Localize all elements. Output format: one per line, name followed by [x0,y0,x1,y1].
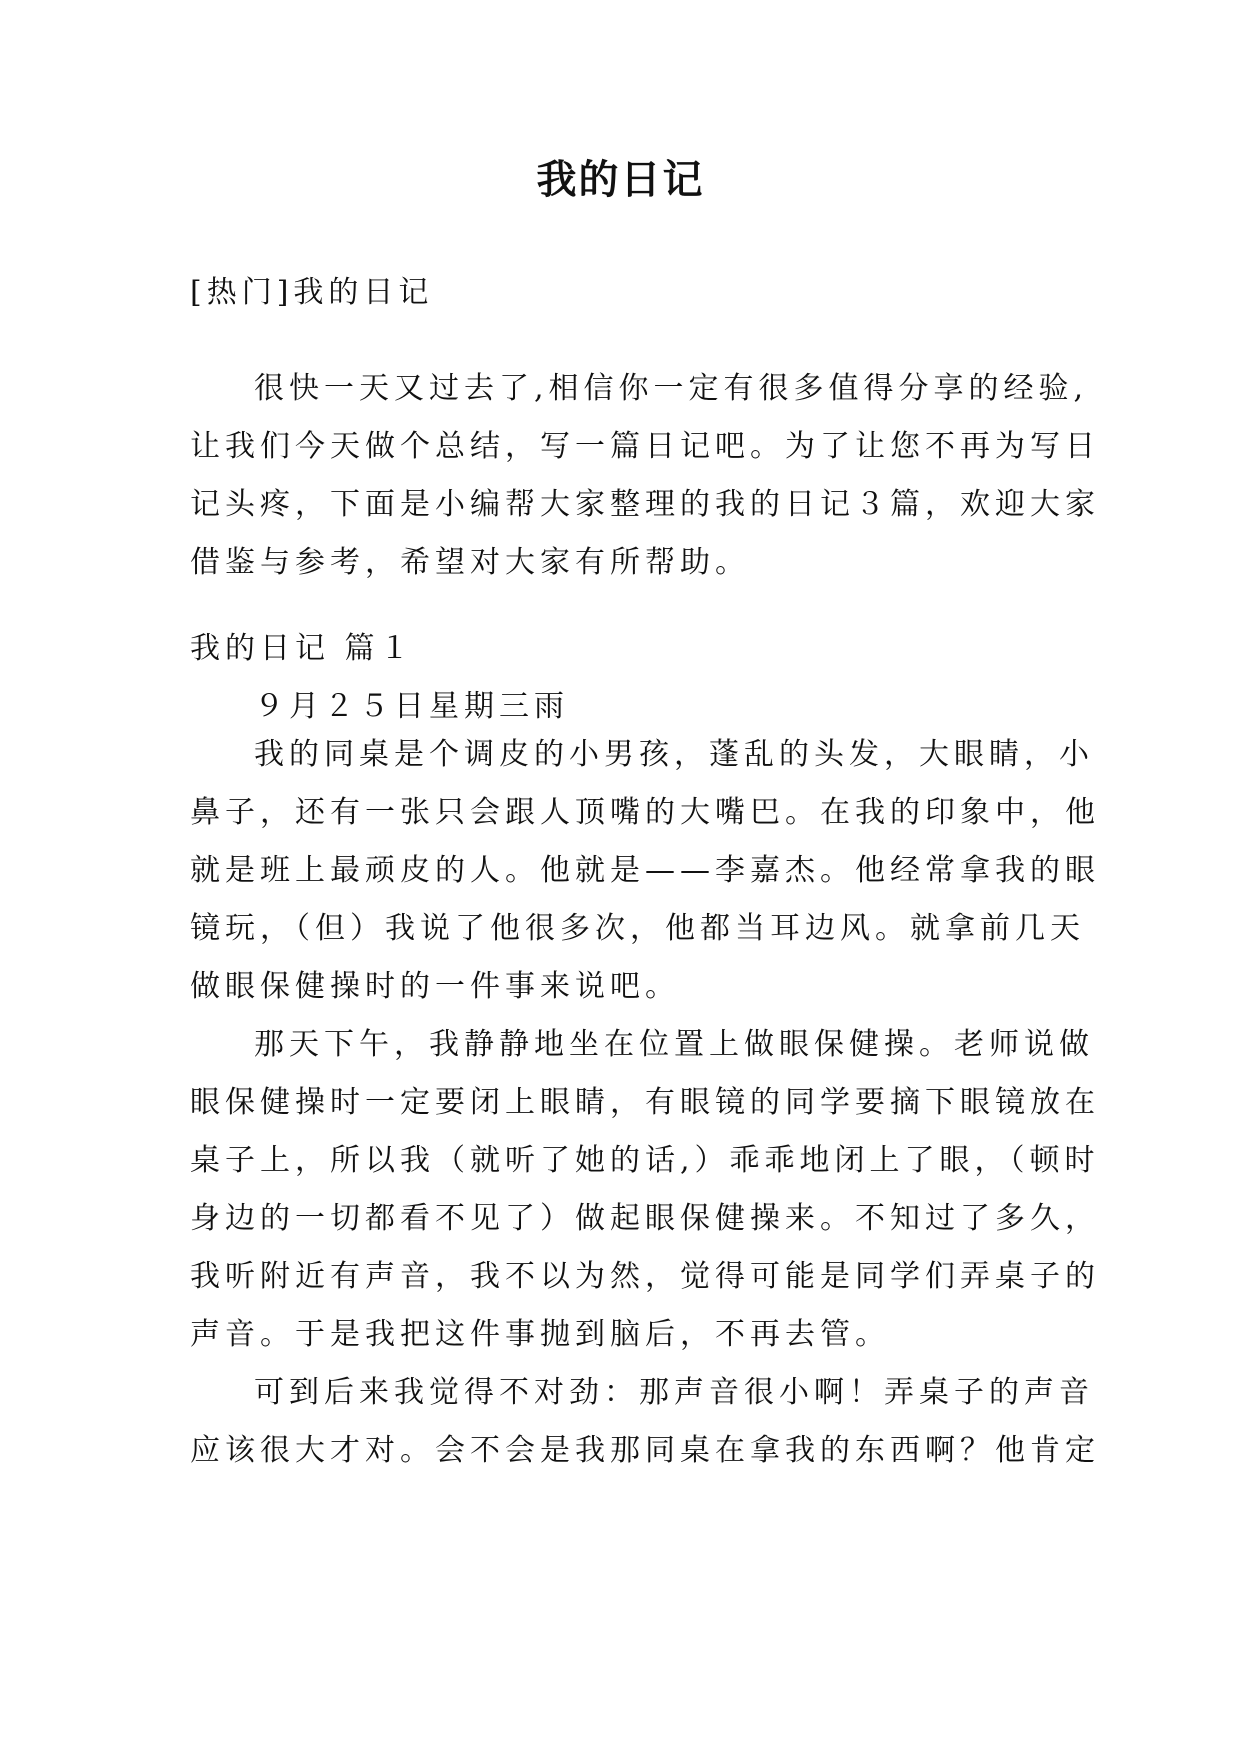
intro-line: 借鉴与参考，希望对大家有所帮助。 [190,545,750,580]
intro-line: 记头疼，下面是小编帮大家整理的我的日记３篇，欢迎大家 [190,487,1100,522]
paragraph-3 [190,1364,1100,1480]
intro-line: 很快一天又过去了,相信你一定有很多值得分享的经验, [254,371,1089,406]
paragraph-line: 可到后来我觉得不对劲：那声音很小啊！弄桌子的声音 [254,1375,1094,1410]
paragraph-line: 鼻子，还有一张只会跟人顶嘴的大嘴巴。在我的印象中，他 [190,795,1100,830]
subtitle-block [190,264,1052,322]
paragraph-line: 那天下午，我静静地坐在位置上做眼保健操。老师说做 [254,1027,1094,1062]
section-heading: 我的日记 篇１ [190,631,415,666]
paragraph-line: 我听附近有声音，我不以为然，觉得可能是同学们弄桌子的 [190,1259,1100,1294]
paragraph-line: 身边的一切都看不见了）做起眼保健操来。不知过了多久， [190,1201,1100,1236]
paragraph-line: 桌子上，所以我（就听了她的话,）乖乖地闭上了眼，（顿时 [190,1143,1100,1178]
paragraph-line: 镜玩，（但）我说了他很多次，他都当耳边风。就拿前几天 [190,911,1085,946]
paragraph-2 [190,1016,1100,1364]
paragraph-line: 眼保健操时一定要闭上眼睛，有眼镜的同学要摘下眼镜放在 [190,1085,1100,1120]
paragraph-line: 声音。于是我把这件事抛到脑后，不再去管。 [190,1317,890,1352]
paragraph-line: 我的同桌是个调皮的小男孩，蓬乱的头发，大眼睛，小 [254,737,1094,772]
paragraph-line: 做眼保健操时的一件事来说吧。 [190,969,680,1004]
subtitle: [热门]我的日记 [190,275,434,310]
paragraph-1 [190,726,1100,1016]
intro-paragraph [190,360,1100,592]
paragraph-line: 应该很大才对。会不会是我那同桌在拿我的东西啊？他肯定 [190,1433,1100,1468]
document-title: 我的日记 [536,157,705,203]
date-line: ９月２５日星期三雨 [254,689,569,724]
paragraph-line: 就是班上最顽皮的人。他就是——李嘉杰。他经常拿我的眼 [190,853,1100,888]
section-heading-block [190,620,1052,736]
intro-line: 让我们今天做个总结，写一篇日记吧。为了让您不再为写日 [190,429,1100,464]
